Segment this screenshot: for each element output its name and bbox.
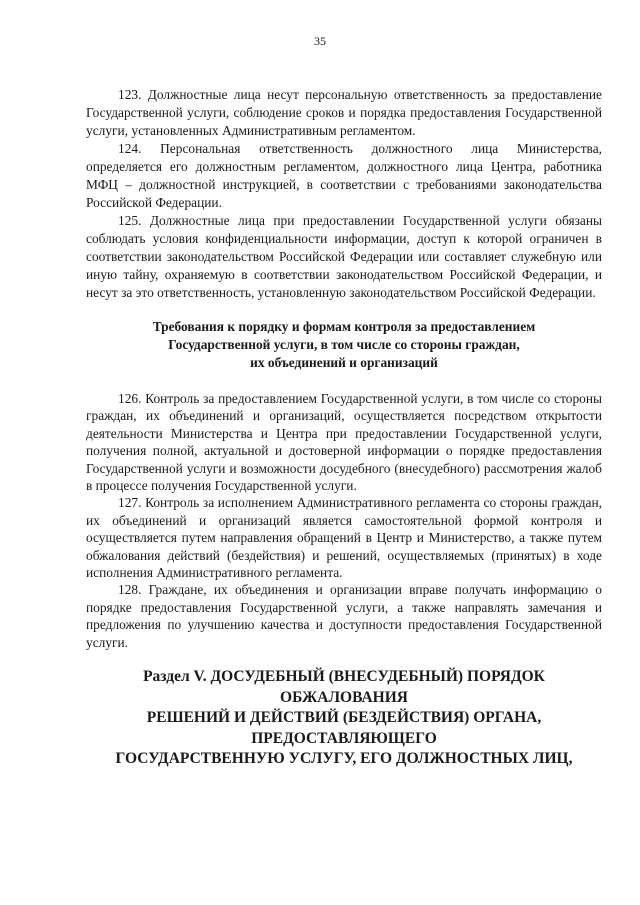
document-body	[86, 86, 602, 770]
chapter-heading-line: Раздел V. ДОСУДЕБНЫЙ (ВНЕСУДЕБНЫЙ) ПОРЯДОК	[143, 668, 545, 686]
chapter-heading-line: ПРЕДОСТАВЛЯЮЩЕГО	[251, 729, 437, 747]
section-heading-control	[86, 318, 602, 372]
chapter-heading-line: ОБЖАЛОВАНИЯ	[280, 688, 408, 706]
paragraph-126: 126. Контроль за предоставлением Государственной услуги, в том числе со стороны граждан, их объединений и организаций, осуществляется посредством открытости деятельности Министерства и Центра при предоставлении Государственной услуги, получения полной, актуальной и достоверной информации о порядке предоставления Государственной услуги и возможности досудебного (внесудебного) рассмотрения жалоб в процессе получения Государственной услуги.	[86, 391, 602, 494]
paragraph-124: 124. Персональная ответственность должностного лица Министерства, определяется его должностным регламентом, должностного лица Центра, работника МФЦ – должностной инструкцией, в соответствии с требованиями законодательства Российской Федерации.	[86, 141, 602, 210]
section-heading-line: Требования к порядку и формам контроля за предоставлением	[152, 319, 536, 334]
paragraph-128: 128. Граждане, их объединения и организации вправе получать информацию о порядке предоставления Государственной услуги, а также направлять замечания и предложения по улучшению качества и доступности предоставления Государственной услуги.	[86, 582, 602, 650]
chapter-heading-section-v	[86, 667, 602, 770]
chapter-heading-line: ГОСУДАРСТВЕННУЮ УСЛУГУ, ЕГО ДОЛЖНОСТНЫХ ЛИЦ,	[115, 750, 573, 768]
paragraph-125: 125. Должностные лица при предоставлении Государственной услуги обязаны соблюдать условия конфиденциальности информации, доступ к которой ограничен в соответствии законодательством Российской Федерации или составляет служебную или иную тайну, охраняемую в соответствии законодательством Российской Федерации, и несут за это ответственность, установленную законодательством Российской Федерации.	[86, 213, 602, 300]
section-heading-line: их объединений и организаций	[250, 355, 438, 370]
paragraph-127: 127. Контроль за исполнением Административного регламента со стороны граждан, их объединений и организаций является самостоятельной формой контроля и осуществляется путем направления обращений в Центр и Министерство, а также путем обжалования действий (бездействия) и решений, осуществляемых (принятых) в ходе исполнения Административного регламента.	[86, 495, 602, 581]
chapter-heading-line: РЕШЕНИЙ И ДЕЙСТВИЙ (БЕЗДЕЙСТВИЯ) ОРГАНА,	[146, 709, 542, 727]
section-heading-line: Государственной услуги, в том числе со стороны граждан,	[168, 337, 520, 352]
paragraph-123: 123. Должностные лица несут персональную ответственность за предоставление Государственной услуги, соблюдение сроков и порядка предоставления Государственной услуги, установленных Административным регламентом.	[86, 87, 602, 138]
page-number: 35	[314, 34, 326, 48]
